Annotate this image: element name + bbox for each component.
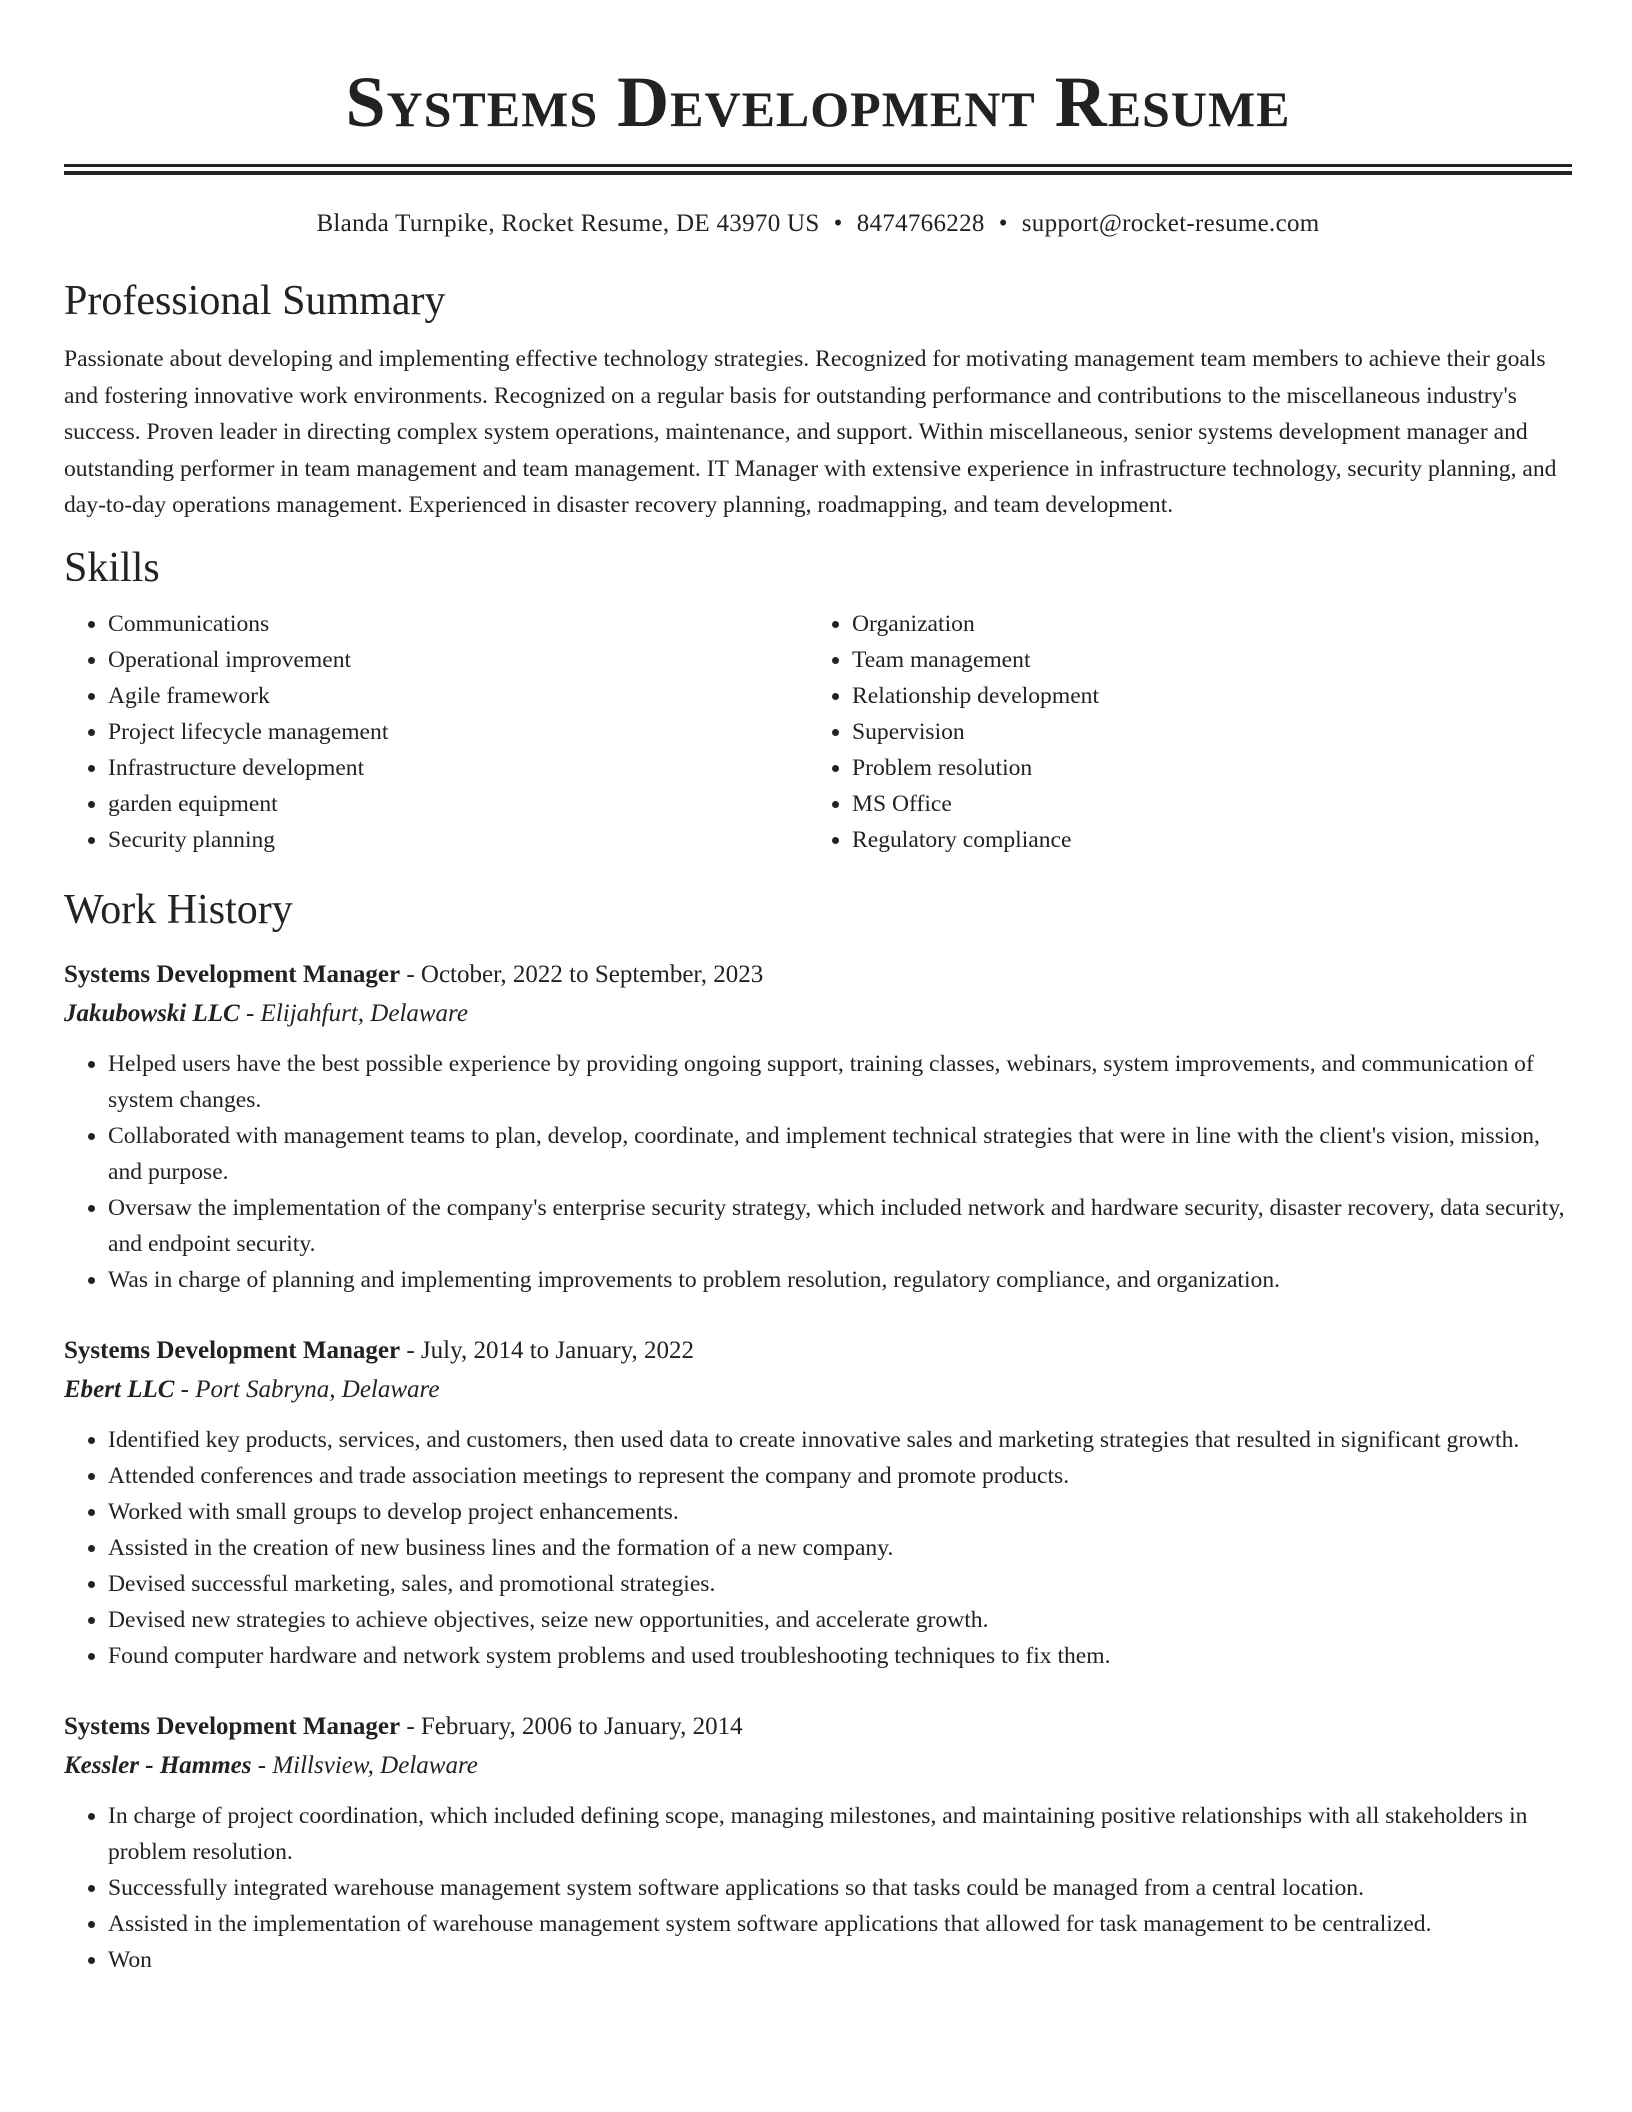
contact-phone: 8474766228	[856, 210, 985, 237]
resume-page	[64, 0, 1572, 1978]
job-bullet: • Collaborated with management teams to plan, develop, coordinate, and implement technical strategies that were in line with the client's vision, mission, and purpose.	[108, 1118, 1572, 1190]
job-bullet: • Oversaw the implementation of the company's enterprise security strategy, which included network and hardware security, disaster recovery, data security, and endpoint security.	[108, 1190, 1572, 1262]
job-bullets	[64, 1798, 1572, 1978]
job-dates: - July, 2014 to January, 2022	[400, 1336, 695, 1364]
contact-email: support@rocket-resume.com	[1021, 210, 1320, 237]
company-line	[64, 1746, 1572, 1786]
job-title: Systems Development Manager	[64, 960, 401, 988]
job-bullet: • Assisted in the creation of new business lines and the formation of a new company.	[108, 1530, 1572, 1566]
job-dates: - October, 2022 to September, 2023	[400, 960, 764, 988]
job-bullet: • Successfully integrated warehouse management system software applications so that tasks could be managed from a central location.	[108, 1870, 1572, 1906]
skill-item: • Team management	[852, 642, 1552, 678]
contact-address: Blanda Turnpike, Rocket Resume, DE 43970 US	[316, 210, 820, 237]
skills-column-right	[808, 606, 1552, 858]
skills-column-left	[64, 606, 808, 858]
job-bullets	[64, 1046, 1572, 1298]
skill-item: • Organization	[852, 606, 1552, 642]
contact-separator: •	[833, 210, 843, 237]
skills-heading: Skills	[64, 544, 160, 591]
job-bullets	[64, 1422, 1572, 1674]
job-bullet: • Was in charge of planning and implementing improvements to problem resolution, regulatory compliance, and organization.	[108, 1262, 1572, 1298]
company-location: - Elijahfurt, Delaware	[239, 999, 468, 1027]
skill-item: • Supervision	[852, 714, 1552, 750]
job-entry	[64, 956, 1572, 1298]
job-entry	[64, 1332, 1572, 1674]
contact-line	[64, 207, 1572, 241]
job-entry	[64, 1708, 1572, 1978]
company-name: Jakubowski LLC	[64, 999, 240, 1027]
skill-item: • Agile framework	[108, 678, 808, 714]
skill-item: • Problem resolution	[852, 750, 1552, 786]
resume-title: Systems Development Resume	[345, 62, 1291, 142]
skill-item: • Project lifecycle management	[108, 714, 808, 750]
job-bullet: • Attended conferences and trade association meetings to represent the company and promote products.	[108, 1458, 1572, 1494]
title-divider	[64, 164, 1572, 175]
job-title-line	[64, 956, 1572, 994]
skill-item: • Relationship development	[852, 678, 1552, 714]
company-location: - Millsview, Delaware	[251, 1751, 478, 1779]
job-bullet: • Worked with small groups to develop project enhancements.	[108, 1494, 1572, 1530]
job-dates: - February, 2006 to January, 2014	[400, 1712, 743, 1740]
company-line	[64, 1370, 1572, 1410]
job-title: Systems Development Manager	[64, 1336, 401, 1364]
job-bullet: • Won	[108, 1942, 1572, 1978]
skill-item: • Infrastructure development	[108, 750, 808, 786]
skill-item: • Security planning	[108, 822, 808, 858]
company-line	[64, 994, 1572, 1034]
contact-separator: •	[998, 210, 1008, 237]
job-bullet: • Found computer hardware and network system problems and used troubleshooting techniques to fix them.	[108, 1638, 1572, 1674]
job-title: Systems Development Manager	[64, 1712, 401, 1740]
company-location: - Port Sabryna, Delaware	[174, 1375, 440, 1403]
company-name: Ebert LLC	[64, 1375, 175, 1403]
job-bullet: • Identified key products, services, and customers, then used data to create innovative sales and marketing strategies that resulted in significant growth.	[108, 1422, 1572, 1458]
job-title-line	[64, 1708, 1572, 1746]
skill-item: • Operational improvement	[108, 642, 808, 678]
skills-list	[64, 606, 1572, 858]
skill-item: • garden equipment	[108, 786, 808, 822]
company-name: Kessler - Hammes	[64, 1751, 252, 1779]
skill-item: • Regulatory compliance	[852, 822, 1552, 858]
skill-item: • MS Office	[852, 786, 1552, 822]
job-bullet: • Devised new strategies to achieve objectives, seize new opportunities, and accelerate growth.	[108, 1602, 1572, 1638]
work-history-heading: Work History	[64, 886, 293, 933]
job-bullet: • Devised successful marketing, sales, and promotional strategies.	[108, 1566, 1572, 1602]
job-bullet: • Assisted in the implementation of warehouse management system software applications that allowed for task management to be centralized.	[108, 1906, 1572, 1942]
summary-text: Passionate about developing and implementing effective technology strategies. Recognized for motivating management team members to achieve their goals and fostering innovative work environments. Recognized on a regular basis for outstanding performance and contributions to the miscellaneous industry's success. Proven leader in directing complex system operations, maintenance, and support. Within miscellaneous, senior systems development manager and outstanding performer in team management and team management. IT Manager with extensive experience in infrastructure technology, security planning, and day-to-day operations management. Experienced in disaster recovery planning, roadmapping, and team development.	[64, 346, 1557, 519]
skill-item: • Communications	[108, 606, 808, 642]
job-bullet: • Helped users have the best possible experience by providing ongoing support, training classes, webinars, system improvements, and communication of system changes.	[108, 1046, 1572, 1118]
job-bullet: • In charge of project coordination, which included defining scope, managing milestones, and maintaining positive relationships with all stakeholders in problem resolution.	[108, 1798, 1572, 1870]
summary-heading: Professional Summary	[64, 278, 446, 324]
job-title-line	[64, 1332, 1572, 1370]
